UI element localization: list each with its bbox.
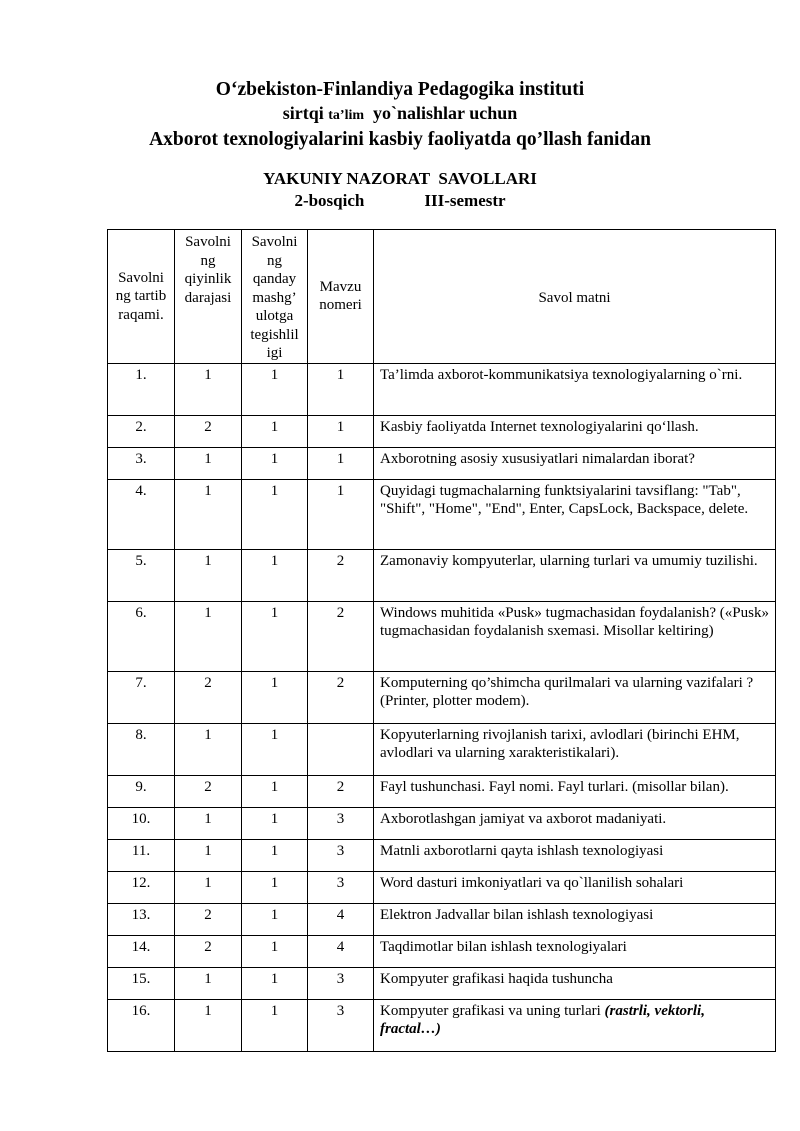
question-number-cell: 9. [108,775,175,807]
lesson-type-cell: 1 [242,723,308,775]
question-text-cell: Quyidagi tugmachalarning funktsiyalarini tavsiflang: "Tab", "Shift", "Home", "End", Enter, CapsLock, Backspace, delete. [374,479,776,549]
question-text-cell: Matnli axborotlarni qayta ishlash texnologiyasi [374,839,776,871]
difficulty-cell: 1 [175,871,242,903]
topic-number-cell: 2 [308,549,374,601]
topic-number-cell: 2 [308,775,374,807]
table-row [108,447,776,479]
question-text-cell: Taqdimotlar bilan ishlash texnologiyalari [374,935,776,967]
difficulty-cell: 2 [175,415,242,447]
table-row [108,671,776,723]
question-text-cell: Ta’limda axborot-kommunikatsiya texnologiyalarning o`rni. [374,363,776,415]
question-number-cell: 3. [108,447,175,479]
table-row [108,839,776,871]
table-row [108,363,776,415]
difficulty-cell: 2 [175,935,242,967]
table-row [108,775,776,807]
difficulty-cell: 1 [175,723,242,775]
difficulty-cell: 1 [175,967,242,999]
question-text-cell: Kasbiy faoliyatda Internet texnologiyalarini qo‘llash. [374,415,776,447]
topic-number-cell: 3 [308,807,374,839]
question-number-cell: 10. [108,807,175,839]
lesson-type-cell: 1 [242,903,308,935]
topic-number-cell [308,723,374,775]
table-row [108,723,776,775]
lesson-type-cell: 1 [242,999,308,1051]
lesson-type-cell: 1 [242,479,308,549]
study-form-word: sirtqi [282,103,324,123]
table-row [108,807,776,839]
difficulty-cell: 1 [175,999,242,1051]
study-form-small: ta’lim [328,108,365,123]
topic-number-cell: 1 [308,363,374,415]
lesson-type-cell: 1 [242,775,308,807]
topic-number-cell: 1 [308,479,374,549]
question-number-cell: 6. [108,601,175,671]
difficulty-cell: 1 [175,447,242,479]
lesson-type-cell: 1 [242,807,308,839]
difficulty-cell: 1 [175,601,242,671]
question-text-emphasis: (rastrli, vektorli, fractal…) [380,1002,705,1037]
difficulty-cell: 2 [175,903,242,935]
col-header-lesson-type: Savolni ng qanday mashg’ ulotga tegishlil igi [242,230,308,364]
lesson-type-cell: 1 [242,671,308,723]
institute-name: O‘zbekiston-Finlandiya Pedagogika instituti [215,79,585,100]
difficulty-cell: 1 [175,363,242,415]
question-number-cell: 4. [108,479,175,549]
topic-number-cell: 3 [308,839,374,871]
question-number-cell: 12. [108,871,175,903]
lesson-type-cell: 1 [242,935,308,967]
lesson-type-cell: 1 [242,967,308,999]
difficulty-cell: 1 [175,479,242,549]
lesson-type-cell: 1 [242,871,308,903]
col-header-number: Savolni ng tartib raqami. [108,230,175,364]
question-number-cell: 1. [108,363,175,415]
topic-number-cell: 3 [308,967,374,999]
question-text-cell: Komputerning qo’shimcha qurilmalari va ularning vazifalari ? (Printer, plotter modem). [374,671,776,723]
question-number-cell: 11. [108,839,175,871]
topic-number-cell: 1 [308,447,374,479]
question-number-cell: 16. [108,999,175,1051]
table-row [108,903,776,935]
semester-label: III-semestr [424,191,506,210]
question-number-cell: 8. [108,723,175,775]
lesson-type-cell: 1 [242,549,308,601]
table-header-row [108,230,776,364]
col-header-question-text: Savol matni [374,230,776,364]
topic-number-cell: 4 [308,935,374,967]
question-number-cell: 13. [108,903,175,935]
exam-title-block [0,168,800,212]
table-row [108,935,776,967]
topic-number-cell: 2 [308,601,374,671]
table-row [108,999,776,1051]
question-number-cell: 15. [108,967,175,999]
document-header [0,78,800,152]
lesson-type-cell: 1 [242,839,308,871]
difficulty-cell: 1 [175,839,242,871]
stage-semester-line [0,190,800,212]
col-header-topic-number: Mavzu nomeri [308,230,374,364]
table-row [108,479,776,549]
table-row [108,967,776,999]
exam-title: YAKUNIY NAZORAT SAVOLLARI [263,169,537,188]
question-number-cell: 14. [108,935,175,967]
question-text-cell: Kompyuter grafikasi haqida tushuncha [374,967,776,999]
topic-number-cell: 3 [308,871,374,903]
question-text-cell: Kopyuterlarning rivojlanish tarixi, avlodlari (birinchi EHM, avlodlari va ularning xarakteristikalari). [374,723,776,775]
table-row [108,415,776,447]
difficulty-cell: 2 [175,671,242,723]
lesson-type-cell: 1 [242,601,308,671]
question-text-cell: Kompyuter grafikasi va uning turlari (rastrli, vektorli, fractal…) [374,999,776,1051]
stage-label: 2-bosqich [294,191,365,210]
question-text-cell: Axborotning asosiy xususiyatlari nimalardan iborat? [374,447,776,479]
table-row [108,871,776,903]
question-text-cell: Elektron Jadvallar bilan ishlash texnologiyasi [374,903,776,935]
lesson-type-cell: 1 [242,447,308,479]
question-text-cell: Windows muhitida «Pusk» tugmachasidan foydalanish? («Pusk» tugmachasidan foydalanish sxemasi. Misollar keltiring) [374,601,776,671]
question-text-cell: Zamonaviy kompyuterlar, ularning turlari va umumiy tuzilishi. [374,549,776,601]
questions-table [107,229,776,1052]
difficulty-cell: 1 [175,549,242,601]
topic-number-cell: 3 [308,999,374,1051]
study-form-line [0,102,800,127]
table-row [108,601,776,671]
question-number-cell: 2. [108,415,175,447]
topic-number-cell: 4 [308,903,374,935]
col-header-difficulty: Savolni ng qiyinlik darajasi [175,230,242,364]
difficulty-cell: 1 [175,807,242,839]
question-text-cell: Word dasturi imkoniyatlari va qo`llanilish sohalari [374,871,776,903]
topic-number-cell: 2 [308,671,374,723]
lesson-type-cell: 1 [242,363,308,415]
difficulty-cell: 2 [175,775,242,807]
subject-name: Axborot texnologiyalarini kasbiy faoliyatda qo’llash fanidan [149,129,651,150]
question-text-cell: Fayl tushunchasi. Fayl nomi. Fayl turlari. (misollar bilan). [374,775,776,807]
topic-number-cell: 1 [308,415,374,447]
study-form-rest: yo`nalishlar uchun [373,103,518,123]
question-number-cell: 5. [108,549,175,601]
question-number-cell: 7. [108,671,175,723]
lesson-type-cell: 1 [242,415,308,447]
table-row [108,549,776,601]
question-text-cell: Axborotlashgan jamiyat va axborot madaniyati. [374,807,776,839]
